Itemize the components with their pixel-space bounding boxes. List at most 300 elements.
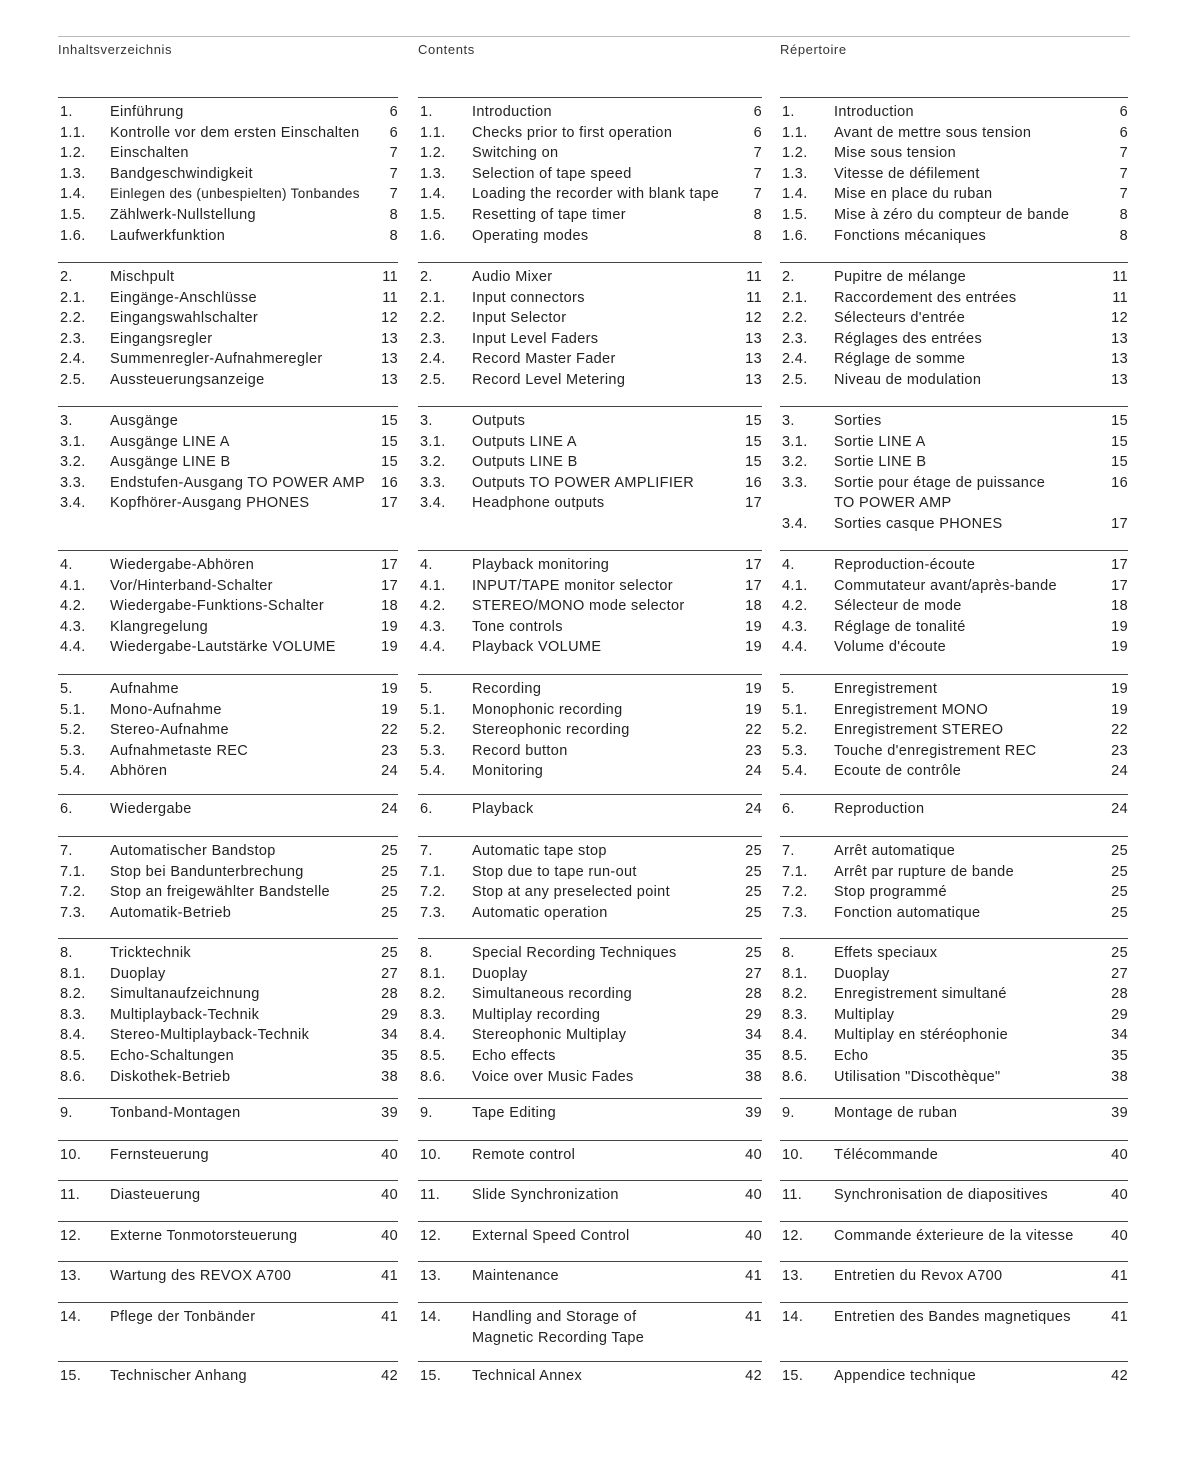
toc-entry[interactable]	[780, 943, 1128, 965]
toc-entry[interactable]	[780, 1103, 1128, 1125]
toc-entry[interactable]	[58, 205, 398, 227]
entry-page-number: 27	[1111, 965, 1128, 982]
toc-section-2	[418, 262, 762, 395]
toc-entry[interactable]	[780, 576, 1128, 598]
toc-entry[interactable]	[58, 720, 398, 742]
toc-entry[interactable]	[418, 964, 762, 986]
toc-entry[interactable]	[780, 288, 1128, 310]
toc-entry[interactable]	[418, 903, 762, 925]
entry-title: Einschalten	[110, 145, 189, 162]
toc-entry[interactable]	[418, 184, 762, 206]
toc-entry[interactable]	[780, 473, 1128, 495]
entry-title: Technischer Anhang	[110, 1368, 247, 1384]
toc-entry[interactable]	[418, 432, 762, 454]
toc-entry[interactable]	[58, 308, 398, 330]
toc-section-5	[58, 674, 398, 786]
entry-title: Playback	[472, 801, 534, 817]
toc-entry[interactable]	[780, 370, 1128, 392]
entry-number: 13.	[60, 1268, 82, 1284]
entry-title: Mise en place du ruban	[834, 186, 993, 203]
entry-number: 8.	[782, 945, 795, 961]
toc-entry[interactable]	[780, 1366, 1128, 1388]
toc-entry[interactable]	[58, 452, 398, 474]
entry-number: 1.	[60, 104, 73, 120]
toc-section-9	[418, 1098, 762, 1128]
toc-entry[interactable]	[780, 903, 1128, 925]
entry-page-number: 22	[1111, 722, 1128, 739]
toc-entry[interactable]	[58, 741, 398, 763]
toc-entry[interactable]	[58, 493, 398, 515]
entry-page-number: 29	[1111, 1006, 1128, 1023]
entry-page-number: 15	[745, 433, 762, 450]
entry-page-number: 17	[381, 577, 398, 594]
entry-title: Wiedergabe-Abhören	[110, 557, 255, 573]
toc-entry[interactable]	[418, 1103, 762, 1125]
entry-title: Kontrolle vor dem ersten Einschalten	[110, 124, 360, 141]
entry-title: Ausgänge LINE A	[110, 433, 230, 450]
toc-entry[interactable]	[58, 964, 398, 986]
entry-page-number: 15	[381, 413, 398, 429]
entry-number: 5.2.	[420, 722, 446, 739]
entry-title: Stop due to tape run-out	[472, 863, 637, 880]
toc-section-8	[780, 938, 1128, 1091]
entry-page-number: 7	[389, 186, 398, 203]
entry-title: Pflege der Tonbänder	[110, 1309, 256, 1325]
toc-entry[interactable]	[418, 370, 762, 392]
entry-number: 15.	[782, 1368, 804, 1384]
toc-entry[interactable]	[58, 1025, 398, 1047]
entry-page-number: 41	[1111, 1309, 1128, 1325]
entry-number: 4.3.	[420, 618, 446, 635]
entry-number: 7.	[60, 843, 73, 859]
entry-number: 2.2.	[60, 310, 86, 327]
toc-entry[interactable]	[780, 1005, 1128, 1027]
toc-entry[interactable]	[418, 123, 762, 145]
entry-title: Multiplay	[834, 1006, 895, 1023]
entry-number: 4.	[420, 557, 433, 573]
entry-number: 1.5.	[60, 207, 86, 223]
toc-entry[interactable]	[58, 1067, 398, 1089]
entry-number: 7.3.	[60, 904, 86, 921]
entry-title: Avant de mettre sous tension	[834, 124, 1032, 141]
toc-entry[interactable]	[418, 1145, 762, 1167]
toc-section-13	[418, 1261, 762, 1291]
entry-number: 2.	[420, 269, 433, 285]
toc-entry[interactable]	[418, 882, 762, 904]
toc-entry[interactable]	[58, 226, 398, 248]
toc-entry[interactable]	[780, 1307, 1128, 1329]
entry-number: 12.	[782, 1228, 804, 1244]
toc-entry[interactable]	[418, 102, 762, 124]
toc-section-15	[418, 1361, 762, 1391]
toc-entry[interactable]	[58, 1266, 398, 1288]
toc-entry[interactable]	[418, 555, 762, 577]
entry-page-number: 28	[745, 986, 762, 1003]
entry-title: Stop programmé	[834, 884, 947, 901]
toc-entry[interactable]	[780, 267, 1128, 289]
entry-number: 1.2.	[420, 145, 446, 162]
toc-entry[interactable]	[58, 841, 398, 863]
entry-number: 3.4.	[60, 495, 86, 512]
entry-title: Automatischer Bandstop	[110, 843, 276, 859]
toc-entry[interactable]	[780, 862, 1128, 884]
toc-entry[interactable]	[780, 308, 1128, 330]
entry-page-number: 8	[753, 227, 762, 244]
entry-page-number: 38	[1111, 1068, 1128, 1085]
entry-number: 3.3.	[60, 474, 86, 491]
toc-entry[interactable]	[58, 267, 398, 289]
toc-entry[interactable]	[58, 596, 398, 618]
entry-page-number: 25	[1111, 904, 1128, 921]
toc-entry[interactable]	[418, 411, 762, 433]
toc-entry[interactable]	[780, 1025, 1128, 1047]
toc-entry[interactable]	[418, 143, 762, 165]
toc-entry[interactable]	[780, 1046, 1128, 1068]
toc-entry[interactable]	[58, 555, 398, 577]
toc-entry[interactable]	[58, 370, 398, 392]
toc-entry[interactable]	[418, 799, 762, 821]
entry-title: Automatic operation	[472, 904, 608, 921]
toc-entry[interactable]	[418, 1067, 762, 1089]
toc-entry[interactable]	[418, 576, 762, 598]
toc-entry[interactable]	[780, 205, 1128, 227]
entry-number: 8.4.	[60, 1027, 86, 1044]
entry-number: 11.	[60, 1187, 81, 1203]
toc-entry[interactable]	[780, 493, 1128, 515]
entry-number: 3.	[782, 413, 795, 429]
entry-page-number: 19	[381, 681, 398, 697]
toc-entry[interactable]	[58, 943, 398, 965]
entry-page-number: 38	[381, 1068, 398, 1085]
entry-number: 8.2.	[782, 986, 808, 1003]
toc-entry[interactable]	[58, 1145, 398, 1167]
entry-number: 9.	[420, 1105, 433, 1121]
toc-entry[interactable]	[780, 596, 1128, 618]
entry-page-number: 35	[745, 1048, 762, 1064]
toc-entry[interactable]	[58, 637, 398, 659]
entry-number: 3.1.	[60, 433, 86, 450]
entry-number: 8.5.	[420, 1048, 446, 1064]
entry-number: 4.2.	[60, 598, 86, 615]
toc-entry[interactable]	[418, 308, 762, 330]
toc-entry[interactable]	[58, 862, 398, 884]
entry-page-number: 34	[745, 1027, 762, 1044]
entry-page-number: 13	[381, 351, 398, 368]
entry-title: Playback VOLUME	[472, 639, 602, 656]
toc-entry[interactable]	[418, 1266, 762, 1288]
toc-entry[interactable]	[418, 473, 762, 495]
toc-entry[interactable]	[418, 637, 762, 659]
toc-entry[interactable]	[418, 617, 762, 639]
entry-page-number: 25	[745, 884, 762, 901]
toc-entry[interactable]	[58, 576, 398, 598]
toc-entry[interactable]	[418, 984, 762, 1006]
entry-number: 2.3.	[420, 330, 446, 347]
entry-page-number: 11	[382, 289, 398, 306]
toc-entry[interactable]	[58, 1307, 398, 1329]
entry-number: 1.4.	[782, 186, 808, 203]
entry-title: Réglage de tonalité	[834, 618, 966, 635]
entry-page-number: 19	[1111, 701, 1128, 718]
entry-page-number: 23	[745, 742, 762, 759]
entry-page-number: 22	[381, 722, 398, 739]
toc-entry[interactable]	[418, 349, 762, 371]
entry-title: Magnetic Recording Tape	[472, 1329, 645, 1346]
entry-title: Enregistrement	[834, 681, 938, 697]
entry-page-number: 18	[745, 598, 762, 615]
toc-entry[interactable]	[58, 799, 398, 821]
entry-number: 8.3.	[60, 1006, 86, 1023]
entry-page-number: 19	[745, 639, 762, 656]
entry-number: 2.5.	[60, 372, 86, 388]
toc-entry[interactable]	[780, 411, 1128, 433]
entry-title: Input Level Faders	[472, 330, 599, 347]
toc-entry[interactable]	[418, 288, 762, 310]
entry-page-number: 25	[745, 945, 762, 961]
toc-entry[interactable]	[418, 1025, 762, 1047]
toc-entry[interactable]	[780, 184, 1128, 206]
toc-entry[interactable]	[780, 102, 1128, 124]
toc-entry[interactable]	[780, 164, 1128, 186]
toc-entry[interactable]	[58, 288, 398, 310]
entry-number: 5.	[782, 681, 795, 697]
toc-entry[interactable]	[418, 267, 762, 289]
entry-title: Sorties casque PHONES	[834, 516, 1003, 532]
entry-title: Wiedergabe-Funktions-Schalter	[110, 598, 325, 615]
entry-number: 4.2.	[782, 598, 808, 615]
entry-number: 8.1.	[60, 965, 86, 982]
entry-page-number: 15	[745, 413, 762, 429]
entry-title: Multiplay recording	[472, 1006, 601, 1023]
entry-title: Kopfhörer-Ausgang PHONES	[110, 495, 310, 512]
toc-entry[interactable]	[780, 741, 1128, 763]
entry-title: Télécommande	[834, 1147, 939, 1163]
entry-page-number: 38	[745, 1068, 762, 1085]
toc-entry[interactable]	[418, 164, 762, 186]
toc-entry[interactable]	[418, 1226, 762, 1248]
entry-number: 12.	[420, 1228, 442, 1244]
toc-entry[interactable]	[58, 1103, 398, 1125]
entry-number: 1.	[782, 104, 795, 120]
toc-entry[interactable]	[780, 329, 1128, 351]
toc-entry[interactable]	[780, 514, 1128, 536]
entry-title: Echo	[834, 1048, 869, 1064]
entry-page-number: 6	[753, 104, 762, 120]
toc-entry[interactable]	[418, 1046, 762, 1068]
entry-title: Remote control	[472, 1147, 576, 1163]
entry-page-number: 40	[1111, 1228, 1128, 1244]
entry-page-number: 11	[746, 269, 762, 285]
toc-entry[interactable]	[418, 205, 762, 227]
entry-number: 14.	[420, 1309, 442, 1325]
entry-title: Externe Tonmotorsteuerung	[110, 1228, 298, 1244]
toc-entry[interactable]	[418, 329, 762, 351]
toc-entry[interactable]	[780, 761, 1128, 783]
toc-entry[interactable]	[780, 799, 1128, 821]
entry-page-number: 17	[381, 557, 398, 573]
toc-entry[interactable]	[780, 1185, 1128, 1207]
toc-entry[interactable]	[58, 473, 398, 495]
toc-entry[interactable]	[780, 841, 1128, 863]
entry-page-number: 6	[389, 104, 398, 120]
toc-entry[interactable]	[58, 411, 398, 433]
toc-entry[interactable]	[58, 102, 398, 124]
entry-page-number: 34	[1111, 1027, 1128, 1044]
entry-page-number: 19	[1111, 681, 1128, 697]
toc-entry[interactable]	[58, 1046, 398, 1068]
toc-section-11	[418, 1180, 762, 1210]
toc-entry[interactable]	[780, 984, 1128, 1006]
entry-number: 1.5.	[420, 207, 446, 223]
toc-entry[interactable]	[58, 882, 398, 904]
entry-title: Mischpult	[110, 269, 175, 285]
toc-entry[interactable]	[418, 679, 762, 701]
toc-entry[interactable]	[780, 882, 1128, 904]
entry-number: 2.5.	[782, 372, 808, 388]
toc-entry[interactable]	[418, 841, 762, 863]
toc-entry[interactable]	[780, 555, 1128, 577]
toc-entry[interactable]	[780, 432, 1128, 454]
toc-entry[interactable]	[418, 452, 762, 474]
toc-entry[interactable]	[58, 617, 398, 639]
entry-title: Introduction	[834, 104, 914, 120]
entry-page-number: 25	[381, 843, 398, 859]
entry-title: Automatik-Betrieb	[110, 904, 232, 921]
entry-page-number: 25	[1111, 863, 1128, 880]
entry-number: 5.3.	[420, 742, 446, 759]
entry-title: Echo effects	[472, 1048, 556, 1064]
entry-title: External Speed Control	[472, 1228, 630, 1244]
toc-entry[interactable]	[418, 761, 762, 783]
toc-entry[interactable]	[58, 1366, 398, 1388]
toc-entry[interactable]	[418, 700, 762, 722]
entry-page-number: 11	[1112, 289, 1128, 306]
toc-section-8	[58, 938, 398, 1091]
toc-entry[interactable]	[58, 1226, 398, 1248]
toc-entry[interactable]	[780, 1067, 1128, 1089]
column-heading: Inhaltsverzeichnis	[58, 42, 173, 57]
toc-entry[interactable]	[58, 123, 398, 145]
entry-title: Tonband-Montagen	[110, 1105, 241, 1121]
toc-entry[interactable]	[58, 700, 398, 722]
entry-title: Headphone outputs	[472, 495, 605, 512]
toc-entry[interactable]	[780, 1266, 1128, 1288]
toc-entry[interactable]	[780, 700, 1128, 722]
toc-entry[interactable]	[418, 862, 762, 884]
toc-entry[interactable]	[780, 349, 1128, 371]
toc-section-9	[780, 1098, 1128, 1128]
entry-title: Ausgänge LINE B	[110, 454, 231, 471]
toc-entry[interactable]	[58, 984, 398, 1006]
toc-entry[interactable]	[418, 741, 762, 763]
toc-entry[interactable]	[780, 637, 1128, 659]
entry-title: Resetting of tape timer	[472, 207, 626, 223]
entry-page-number: 17	[1111, 516, 1128, 532]
entry-number: 2.1.	[420, 289, 446, 306]
toc-entry[interactable]	[418, 1328, 762, 1350]
entry-title: Simultanaufzeichnung	[110, 986, 260, 1003]
toc-entry[interactable]	[58, 903, 398, 925]
entry-page-number: 19	[381, 618, 398, 635]
entry-title: Operating modes	[472, 227, 589, 244]
toc-entry[interactable]	[780, 617, 1128, 639]
toc-entry[interactable]	[780, 1226, 1128, 1248]
toc-entry[interactable]	[418, 226, 762, 248]
toc-entry[interactable]	[780, 452, 1128, 474]
entry-title: Slide Synchronization	[472, 1187, 619, 1203]
toc-entry[interactable]	[780, 143, 1128, 165]
toc-section-1	[418, 97, 762, 250]
toc-entry[interactable]	[58, 143, 398, 165]
toc-entry[interactable]	[418, 596, 762, 618]
entry-number: 9.	[782, 1105, 795, 1121]
entry-title: Pupitre de mélange	[834, 269, 967, 285]
toc-entry[interactable]	[418, 493, 762, 515]
entry-title: Recording	[472, 681, 542, 697]
toc-entry[interactable]	[418, 1366, 762, 1388]
toc-entry[interactable]	[418, 1005, 762, 1027]
toc-entry[interactable]	[780, 964, 1128, 986]
entry-number: 15.	[60, 1368, 82, 1384]
toc-entry[interactable]	[58, 1005, 398, 1027]
entry-number: 1.3.	[60, 165, 86, 182]
toc-entry[interactable]	[780, 1145, 1128, 1167]
toc-entry[interactable]	[58, 184, 398, 206]
toc-entry[interactable]	[780, 720, 1128, 742]
entry-page-number: 25	[381, 945, 398, 961]
toc-entry[interactable]	[418, 1185, 762, 1207]
toc-entry[interactable]	[418, 720, 762, 742]
entry-title: Input connectors	[472, 289, 585, 306]
entry-title: Summenregler-Aufnahmeregler	[110, 351, 323, 368]
toc-entry[interactable]	[58, 761, 398, 783]
entry-page-number: 11	[1112, 269, 1128, 285]
entry-number: 3.	[60, 413, 73, 429]
toc-section-7	[780, 836, 1128, 927]
entry-title: Outputs LINE B	[472, 454, 578, 471]
entry-title: Introduction	[472, 104, 552, 120]
toc-entry[interactable]	[58, 349, 398, 371]
entry-title: Loading the recorder with blank tape	[472, 186, 720, 203]
entry-page-number: 25	[381, 904, 398, 921]
toc-section-10	[58, 1140, 398, 1170]
toc-entry[interactable]	[780, 679, 1128, 701]
column-heading: Répertoire	[780, 42, 847, 57]
entry-title: Utilisation "Discothèque"	[834, 1068, 1001, 1085]
entry-title: Klangregelung	[110, 618, 209, 635]
entry-number: 3.1.	[420, 433, 446, 450]
toc-entry[interactable]	[58, 679, 398, 701]
toc-entry[interactable]	[58, 432, 398, 454]
entry-title: Aufnahmetaste REC	[110, 742, 249, 759]
entry-number: 7.3.	[782, 904, 808, 921]
entry-title: Stop bei Bandunterbrechung	[110, 863, 304, 880]
entry-number: 7.2.	[420, 884, 446, 901]
toc-entry[interactable]	[780, 123, 1128, 145]
toc-entry[interactable]	[58, 164, 398, 186]
entry-number: 6.	[420, 801, 433, 817]
entry-number: 1.2.	[782, 145, 808, 162]
entry-page-number: 25	[745, 843, 762, 859]
toc-entry[interactable]	[780, 226, 1128, 248]
entry-number: 4.3.	[782, 618, 808, 635]
toc-entry[interactable]	[58, 1185, 398, 1207]
entry-title: Einführung	[110, 104, 184, 120]
toc-entry[interactable]	[418, 1307, 762, 1329]
entry-page-number: 40	[745, 1147, 762, 1163]
toc-entry[interactable]	[58, 329, 398, 351]
toc-entry[interactable]	[418, 943, 762, 965]
